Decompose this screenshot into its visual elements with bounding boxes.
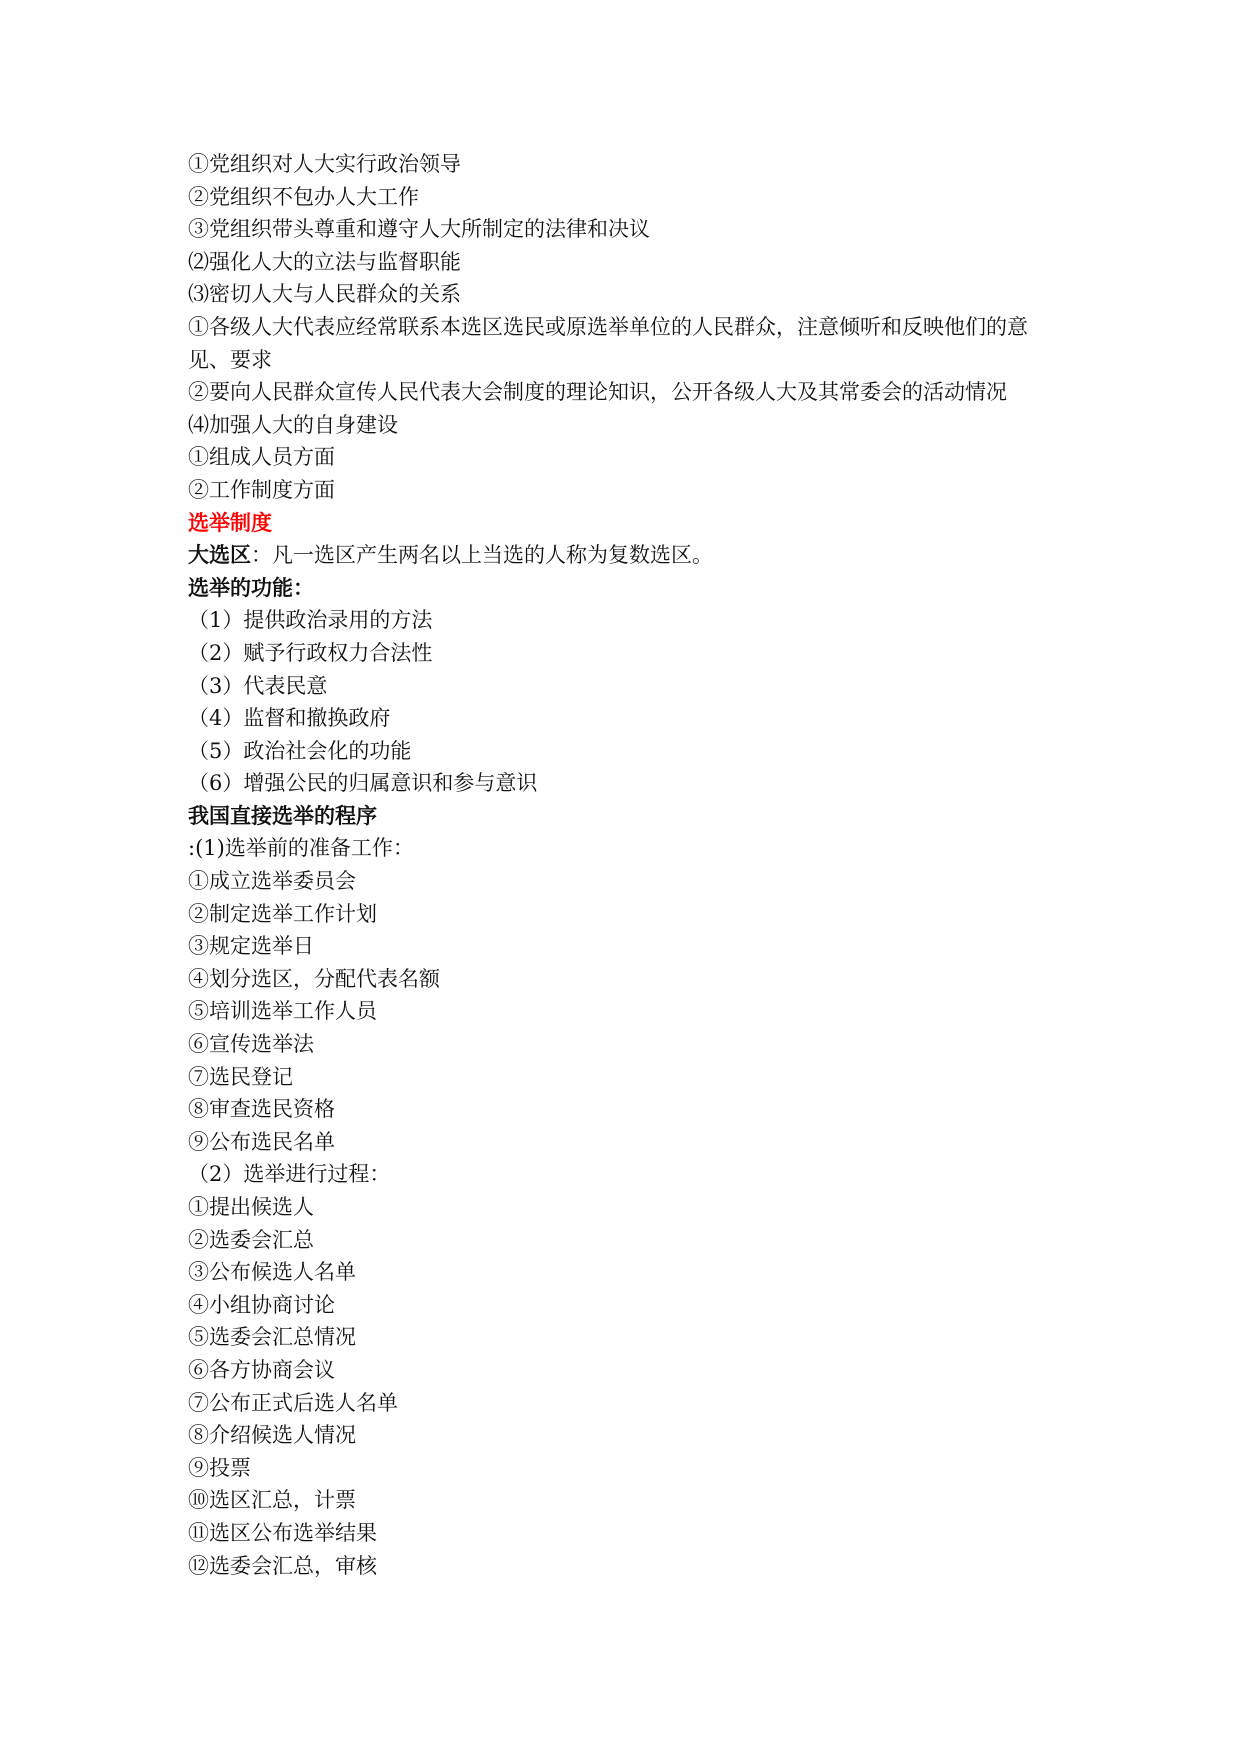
list-item: ⑦公布正式后选人名单	[188, 1390, 398, 1415]
step-group-title: （2）选举进行过程：	[188, 1162, 391, 1187]
list-item: （1）提供政治录用的方法	[188, 608, 433, 633]
list-item: （4）监督和撤换政府	[188, 706, 391, 731]
list-item: ①组成人员方面	[188, 445, 335, 470]
definition-term: 大选区	[188, 543, 251, 568]
list-item: ⑨公布选民名单	[188, 1129, 335, 1154]
list-item: ⑩选区汇总，计票	[188, 1488, 356, 1513]
list-item: ③规定选举日	[188, 934, 314, 959]
list-item: ⑶密切人大与人民群众的关系	[188, 282, 461, 307]
list-item: ⑫选委会汇总，审核	[188, 1553, 377, 1578]
list-item: ⑧审查选民资格	[188, 1097, 335, 1122]
definition-line	[188, 539, 1068, 572]
list-item: ①各级人大代表应经常联系本选区选民或原选举单位的人民群众，注意倾听和反映他们的意见、要求	[188, 314, 1028, 372]
list-item: （2）赋予行政权力合法性	[188, 640, 433, 665]
list-item: ⑥各方协商会议	[188, 1357, 335, 1382]
section-heading: 选举制度	[188, 510, 272, 535]
list-item: （6）增强公民的归属意识和参与意识	[188, 771, 538, 796]
list-item: ⑪选区公布选举结果	[188, 1520, 377, 1545]
subheading: 选举的功能：	[188, 575, 314, 600]
list-item: ⑦选民登记	[188, 1064, 293, 1089]
list-item: ②选委会汇总	[188, 1227, 314, 1252]
list-item: ⑤培训选举工作人员	[188, 999, 377, 1024]
definition-text: ：凡一选区产生两名以上当选的人称为复数选区。	[251, 543, 713, 568]
list-item: ③公布候选人名单	[188, 1260, 356, 1285]
list-item: ②要向人民群众宣传人民代表大会制度的理论知识，公开各级人大及其常委会的活动情况	[188, 380, 1007, 405]
list-item: （5）政治社会化的功能	[188, 738, 412, 763]
subheading: 我国直接选举的程序	[188, 803, 377, 828]
list-item: ①党组织对人大实行政治领导	[188, 152, 461, 176]
list-item: ④划分选区，分配代表名额	[188, 966, 440, 991]
list-item: ⑷加强人大的自身建设	[188, 412, 398, 437]
list-item: ⑧介绍候选人情况	[188, 1423, 356, 1448]
list-item: ②党组织不包办人大工作	[188, 184, 419, 209]
list-item: ①成立选举委员会	[188, 869, 356, 894]
document-page	[188, 148, 1068, 1582]
step-group-title: :(1)选举前的准备工作：	[188, 836, 414, 861]
list-item: ⑵强化人大的立法与监督职能	[188, 249, 461, 274]
list-item: ②工作制度方面	[188, 477, 335, 502]
list-item: ②制定选举工作计划	[188, 901, 377, 926]
list-item: ①提出候选人	[188, 1195, 314, 1219]
list-item: ⑨投票	[188, 1455, 251, 1480]
list-item: （3）代表民意	[188, 673, 328, 698]
list-item: ⑥宣传选举法	[188, 1032, 314, 1057]
list-item: ③党组织带头尊重和遵守人大所制定的法律和决议	[188, 217, 650, 242]
list-item: ④小组协商讨论	[188, 1292, 335, 1317]
list-item: ⑤选委会汇总情况	[188, 1325, 356, 1350]
